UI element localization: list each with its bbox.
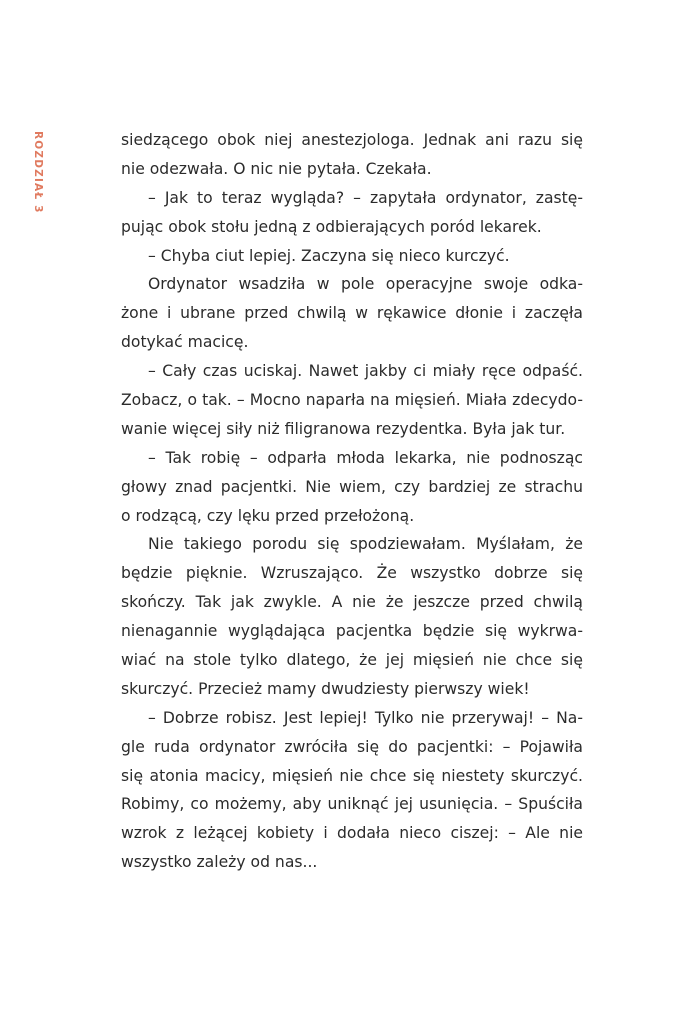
text-line: będzie pięknie. Wzruszająco. Że wszystko dobrze się: [121, 564, 583, 583]
text-line: się atonia macicy, mięsień nie chce się niestety skurczyć.: [121, 766, 583, 785]
text-line: wanie więcej siły niż filigranowa rezydentka. Była jak tur.: [121, 419, 566, 438]
text-line: żone i ubrane przed chwilą w rękawice dłonie i zaczęła: [121, 304, 583, 323]
text-line: – Tak robię – odparła młoda lekarka, nie podnosząc: [148, 448, 583, 467]
text-line: nie odezwała. O nic nie pytała. Czekała.: [121, 159, 432, 178]
text-line: pując obok stołu jedną z odbierających poród lekarek.: [121, 217, 542, 236]
text-line: o rodzącą, czy lęku przed przełożoną.: [121, 506, 415, 525]
text-line: wiać na stole tylko dlatego, że jej mięsień nie chce się: [121, 651, 583, 670]
text-line: dotykać macicę.: [121, 333, 249, 352]
chapter-label: ROZDZIAŁ 3: [32, 131, 44, 214]
text-line: skończy. Tak jak zwykle. A nie że jeszcze przed chwilą: [121, 593, 583, 612]
text-line: gle ruda ordynator zwróciła się do pacjentki: – Pojawiła: [121, 737, 583, 756]
text-line: nienagannie wyglądająca pacjentka będzie się wykrwa-: [121, 622, 583, 641]
text-line: – Cały czas uciskaj. Nawet jakby ci miały ręce odpaść.: [148, 362, 583, 381]
text-line: głowy znad pacjentki. Nie wiem, czy bardziej ze strachu: [121, 477, 583, 496]
text-line: Nie takiego porodu się spodziewałam. Myślałam, że: [148, 535, 583, 554]
text-line: Robimy, co możemy, aby uniknąć jej usunięcia. – Spuściła: [121, 795, 583, 814]
text-line: Ordynator wsadziła w pole operacyjne swoje odka-: [148, 275, 583, 294]
text-line: – Chyba ciut lepiej. Zaczyna się nieco kurczyć.: [148, 246, 510, 265]
text-line: Zobacz, o tak. – Mocno naparła na mięsień. Miała zdecydo-: [121, 391, 583, 410]
text-line: skurczyć. Przecież mamy dwudziesty pierwszy wiek!: [121, 679, 530, 698]
text-line: siedzącego obok niej anestezjologa. Jednak ani razu się: [121, 131, 583, 149]
text-line: wzrok z leżącej kobiety i dodała nieco ciszej: – Ale nie: [121, 824, 583, 843]
text-line: – Dobrze robisz. Jest lepiej! Tylko nie przerywaj! – Na-: [148, 708, 583, 727]
body-text: [121, 126, 583, 877]
text-line: wszystko zależy od nas...: [121, 853, 318, 872]
text-line: – Jak to teraz wygląda? – zapytała ordynator, zastę-: [148, 188, 583, 207]
